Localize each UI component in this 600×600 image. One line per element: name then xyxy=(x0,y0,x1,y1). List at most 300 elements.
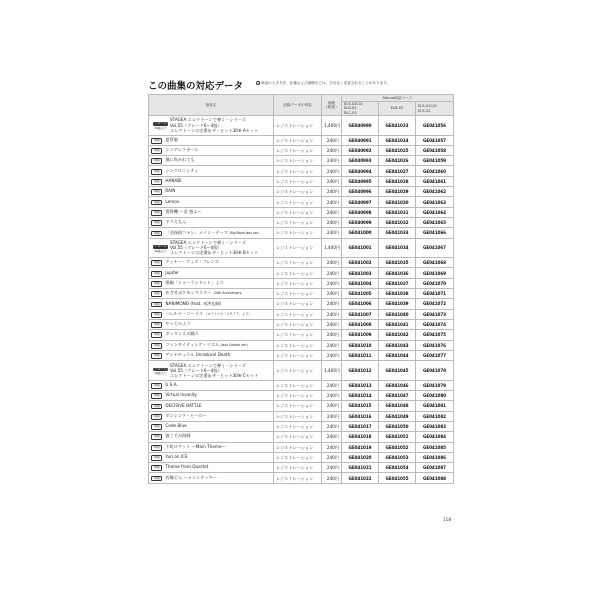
cell-price: 240円 xyxy=(322,135,342,145)
song-title: Virtual Insanity xyxy=(165,392,197,398)
cell-code-3: GE041065 xyxy=(416,217,454,227)
cell-code-1: GE041014 xyxy=(342,391,379,401)
cell-price: 240円 xyxy=(322,330,342,340)
song-title: シンデレラガール xyxy=(165,147,199,153)
header-product-code-group: Murna商品コード xyxy=(342,95,454,102)
cell-price: 240円 xyxy=(322,350,342,360)
cell-code-2: GE041041 xyxy=(379,319,416,329)
cell-content: レジストレーション xyxy=(274,473,322,483)
album-tag: アルバム 10曲入り xyxy=(154,243,167,253)
cell-price: 240円 xyxy=(322,166,342,176)
table-row xyxy=(149,432,454,442)
cell-code-1: GE041003 xyxy=(342,268,379,278)
cell-code-3: GE041084 xyxy=(416,432,454,442)
song-title: NANIMONO (feat. 米津玄師) xyxy=(165,300,222,306)
cell-code-1: GE041002 xyxy=(342,258,379,268)
cell-title xyxy=(149,452,274,462)
cell-price: 240円 xyxy=(322,319,342,329)
table-row xyxy=(149,401,454,411)
cell-price: 240円 xyxy=(322,442,342,452)
cell-code-2: GE041037 xyxy=(379,278,416,288)
cell-content: レジストレーション xyxy=(274,135,322,145)
cell-code-2: GE041034 xyxy=(379,238,416,258)
cell-code-1: GE040994 xyxy=(342,166,379,176)
table-row xyxy=(149,135,454,145)
single-tag: 単曲 xyxy=(151,271,162,277)
cell-code-3: GE041076 xyxy=(416,340,454,350)
cell-code-3: GE041087 xyxy=(416,463,454,473)
cell-price: 1,400円 xyxy=(322,116,342,136)
cell-code-2: GE041053 xyxy=(379,452,416,462)
cell-content: レジストレーション xyxy=(274,289,322,299)
song-title: ドラえもん xyxy=(165,219,187,225)
song-title: Lemon xyxy=(165,198,180,204)
single-tag: 単曲 xyxy=(151,260,162,266)
cell-code-3: GE041074 xyxy=(416,319,454,329)
cell-code-2: GE041055 xyxy=(379,473,416,483)
single-tag: 単曲 xyxy=(151,220,162,226)
song-subtitle: -20th Anniversary- xyxy=(212,291,243,296)
cell-code-3: GE041078 xyxy=(416,361,454,381)
album-tag: アルバム 10曲入り xyxy=(154,366,167,376)
song-subtitle: (Jazz Combo ver.) xyxy=(220,342,249,347)
cell-price: 240円 xyxy=(322,401,342,411)
table-row xyxy=(149,207,454,217)
cell-code-2: GE041046 xyxy=(379,380,416,390)
single-tag: 単曲 xyxy=(151,302,162,308)
song-title: めざせポケモンマスター xyxy=(165,290,212,296)
cell-code-1: GE041000 xyxy=(342,228,379,238)
cell-price: 240円 xyxy=(322,380,342,390)
table-row xyxy=(149,217,454,227)
single-tag: 単曲 xyxy=(151,332,162,338)
song-title: ファンタイティング・リズム xyxy=(165,341,219,347)
cell-code-3: GE041056 xyxy=(416,116,454,136)
single-tag: 単曲 xyxy=(151,291,162,297)
cell-code-3: GE041077 xyxy=(416,350,454,360)
cell-price: 240円 xyxy=(322,156,342,166)
cell-code-1: GE041009 xyxy=(342,330,379,340)
cell-code-1: GE040993 xyxy=(342,156,379,166)
single-tag: 単曲 xyxy=(151,312,162,318)
cell-price: 240円 xyxy=(322,309,342,319)
cell-title xyxy=(149,463,274,473)
cell-price: 240円 xyxy=(322,299,342,309)
table-row xyxy=(149,187,454,197)
single-tag: 単曲 xyxy=(151,158,162,164)
cell-price: 240円 xyxy=(322,340,342,350)
table-row xyxy=(149,166,454,176)
table-row xyxy=(149,268,454,278)
song-subtitle: （オラトリオ「メサイア」より） xyxy=(204,311,252,316)
cell-code-2: GE041033 xyxy=(379,228,416,238)
single-tag: 単曲 xyxy=(151,434,162,440)
cell-code-2: GE041036 xyxy=(379,268,416,278)
table-row xyxy=(149,145,454,155)
cell-code-3: GE041075 xyxy=(416,330,454,340)
song-title: RAIN xyxy=(165,188,176,194)
cell-code-1: GE040998 xyxy=(342,207,379,217)
table-row xyxy=(149,380,454,390)
table-row xyxy=(149,330,454,340)
cell-content: レジストレーション xyxy=(274,319,322,329)
cell-code-1: GE041004 xyxy=(342,278,379,288)
cell-code-2: GE041051 xyxy=(379,432,416,442)
header-price: 価格 （税抜） xyxy=(322,95,342,116)
cell-code-2: GE041044 xyxy=(379,350,416,360)
cell-content: レジストレーション xyxy=(274,217,322,227)
cell-code-3: GE041066 xyxy=(416,228,454,238)
cell-code-3: GE041069 xyxy=(416,268,454,278)
single-tag: 単曲 xyxy=(151,455,162,461)
cell-code-1: GE041012 xyxy=(342,361,379,381)
cell-code-2: GE041035 xyxy=(379,258,416,268)
cell-content: レジストレーション xyxy=(274,401,322,411)
cell-content: レジストレーション xyxy=(274,421,322,431)
cell-price: 240円 xyxy=(322,473,342,483)
cell-code-2: GE041050 xyxy=(379,421,416,431)
cell-code-1: GE041019 xyxy=(342,442,379,452)
cell-code-3: GE041083 xyxy=(416,421,454,431)
table-row xyxy=(149,411,454,421)
page-number: 118 xyxy=(443,517,451,522)
table-row xyxy=(149,319,454,329)
cell-code-3: GE041073 xyxy=(416,309,454,319)
cell-price: 240円 xyxy=(322,268,342,278)
cell-content: レジストレーション xyxy=(274,380,322,390)
cell-price: 240円 xyxy=(322,187,342,197)
cell-code-3: GE041060 xyxy=(416,166,454,176)
cell-price: 240円 xyxy=(322,197,342,207)
cell-content: レジストレーション xyxy=(274,299,322,309)
song-title: 夏祭風 xyxy=(165,136,178,142)
title-row xyxy=(148,78,458,92)
cell-price: 240円 xyxy=(322,452,342,462)
single-tag: 単曲 xyxy=(151,445,162,451)
single-tag: 単曲 xyxy=(151,231,162,237)
cell-price: 240円 xyxy=(322,463,342,473)
single-tag: 単曲 xyxy=(151,210,162,216)
cell-code-3: GE041059 xyxy=(416,156,454,166)
cell-price: 240円 xyxy=(322,258,342,268)
song-title: シンクロニシティ xyxy=(165,167,199,173)
single-tag: 単曲 xyxy=(151,189,162,195)
cell-code-1: GE041017 xyxy=(342,421,379,431)
cell-title xyxy=(149,421,274,431)
cell-code-1: GE041016 xyxy=(342,411,379,421)
cell-content: レジストレーション xyxy=(274,442,322,452)
cell-code-1: GE040992 xyxy=(342,145,379,155)
cell-title xyxy=(149,176,274,186)
table-row xyxy=(149,463,454,473)
table-row xyxy=(149,391,454,401)
table-row xyxy=(149,289,454,299)
cell-code-3: GE041072 xyxy=(416,299,454,309)
cell-code-1: GE041011 xyxy=(342,350,379,360)
cell-code-2: GE041024 xyxy=(379,135,416,145)
cell-code-1: GE041010 xyxy=(342,340,379,350)
cell-content: レジストレーション xyxy=(274,452,322,462)
page-title: この曲集の対応データ xyxy=(148,81,244,92)
cell-code-1: GE040999 xyxy=(342,217,379,227)
cell-title xyxy=(149,258,274,268)
single-tag: 単曲 xyxy=(151,465,162,471)
cell-title xyxy=(149,350,274,360)
cell-code-3: GE041080 xyxy=(416,391,454,401)
table-row xyxy=(149,452,454,462)
cell-title xyxy=(149,299,274,309)
cell-code-2: GE041052 xyxy=(379,442,416,452)
cell-title xyxy=(149,238,274,258)
cell-price: 240円 xyxy=(322,145,342,155)
song-title: ダンシング・ヒーロー xyxy=(165,412,207,418)
set-title: STAGEA エレクトーンで弾く・シリーズ Vol.55（グレード6〜4級） エレクトーンの定番＆ザ・ヒット30⑧ Aセット xyxy=(170,117,259,133)
table-row xyxy=(149,299,454,309)
cell-code-3: GE041067 xyxy=(416,238,454,258)
cell-content: レジストレーション xyxy=(274,145,322,155)
cell-title xyxy=(149,116,274,136)
cell-content: レジストレーション xyxy=(274,411,322,421)
table-row xyxy=(149,278,454,288)
single-tag: 単曲 xyxy=(151,393,162,399)
cell-title xyxy=(149,319,274,329)
cell-title xyxy=(149,135,274,145)
cell-code-2: GE041048 xyxy=(379,401,416,411)
song-title: 西郷どん 〜メインテーマ〜 xyxy=(165,474,217,480)
song-title: 貴将機 〜君 想ふ〜 xyxy=(165,208,202,214)
single-tag: 単曲 xyxy=(151,353,162,359)
cell-price: 240円 xyxy=(322,217,342,227)
set-title: STAGEA エレクトーンで弾く・シリーズ Vol.55（グレード6〜4級） エレクトーンの定番＆ザ・ヒット30⑧ Bセット xyxy=(170,240,259,256)
cell-title xyxy=(149,197,274,207)
single-tag: 単曲 xyxy=(151,414,162,420)
single-tag: 単曲 xyxy=(151,281,162,287)
cell-code-1: GE041008 xyxy=(342,319,379,329)
cell-price: 240円 xyxy=(322,421,342,431)
cell-title xyxy=(149,473,274,483)
cell-price: 1,400円 xyxy=(322,238,342,258)
cell-code-3: GE041082 xyxy=(416,411,454,421)
table-row xyxy=(149,309,454,319)
cell-price: 240円 xyxy=(322,289,342,299)
cell-title xyxy=(149,156,274,166)
cell-code-2: GE041031 xyxy=(379,207,416,217)
table-row-set xyxy=(149,238,454,258)
cell-code-3: GE041088 xyxy=(416,473,454,483)
single-tag: 単曲 xyxy=(151,476,162,482)
cell-title xyxy=(149,309,274,319)
song-title: ダッタン人の踊り xyxy=(165,331,199,337)
cell-code-2: GE041043 xyxy=(379,340,416,350)
table-row xyxy=(149,156,454,166)
cell-code-2: GE041045 xyxy=(379,361,416,381)
song-title: Jupiter xyxy=(165,269,180,275)
cell-title xyxy=(149,145,274,155)
header-title: 商品名 xyxy=(149,95,274,116)
song-title: ディナー・ウィズ・フレンズ xyxy=(165,259,219,265)
single-tag: 単曲 xyxy=(151,343,162,349)
song-title: 下町ロケット 〜Main Theme〜 xyxy=(165,443,226,449)
cell-title xyxy=(149,278,274,288)
cell-content: レジストレーション xyxy=(274,207,322,217)
cell-content: レジストレーション xyxy=(274,432,322,442)
cell-title xyxy=(149,361,274,381)
cell-code-2: GE041042 xyxy=(379,330,416,340)
cell-code-2: GE041047 xyxy=(379,391,416,401)
cell-code-2: GE041054 xyxy=(379,463,416,473)
cell-code-3: GE041063 xyxy=(416,197,454,207)
table-row-set xyxy=(149,361,454,381)
cell-title xyxy=(149,340,274,350)
single-tag: 単曲 xyxy=(151,200,162,206)
cell-code-3: GE041062 xyxy=(416,187,454,197)
cell-code-1: GE041001 xyxy=(342,238,379,258)
single-tag: 単曲 xyxy=(151,138,162,144)
cell-price: 240円 xyxy=(322,391,342,401)
cell-code-1: GE041005 xyxy=(342,289,379,299)
cell-code-2: GE041028 xyxy=(379,176,416,186)
table-row-set xyxy=(149,116,454,136)
cell-code-2: GE041039 xyxy=(379,299,416,309)
cell-code-2: GE041049 xyxy=(379,411,416,421)
cell-title xyxy=(149,411,274,421)
song-title: 彼こそが海賊 xyxy=(165,433,191,439)
table-row xyxy=(149,197,454,207)
cell-title xyxy=(149,166,274,176)
song-title: U.S.A. xyxy=(165,381,178,387)
cell-title xyxy=(149,432,274,442)
cell-content: レジストレーション xyxy=(274,278,322,288)
cell-code-3: GE041086 xyxy=(416,452,454,462)
cell-content: レジストレーション xyxy=(274,238,322,258)
cell-content: レジストレーション xyxy=(274,156,322,166)
table-row xyxy=(149,350,454,360)
cell-price: 240円 xyxy=(322,432,342,442)
single-tag: 単曲 xyxy=(151,383,162,389)
cell-content: レジストレーション xyxy=(274,463,322,473)
cell-content: レジストレーション xyxy=(274,330,322,340)
table-row xyxy=(149,228,454,238)
cell-code-3: GE041071 xyxy=(416,289,454,299)
cell-code-2: GE041023 xyxy=(379,116,416,136)
cell-content: レジストレーション xyxy=(274,176,322,186)
cell-code-3: GE041057 xyxy=(416,135,454,145)
cell-content: レジストレーション xyxy=(274,228,322,238)
song-title: 歌劇「トゥーランドット」より xyxy=(165,280,224,285)
cell-price: 240円 xyxy=(322,207,342,217)
cell-code-2: GE041025 xyxy=(379,145,416,155)
table-row xyxy=(149,421,454,431)
cell-title xyxy=(149,380,274,390)
single-tag: 単曲 xyxy=(151,148,162,154)
song-title: アンナチュラル Unnatural Death xyxy=(165,352,231,358)
cell-price: 240円 xyxy=(322,228,342,238)
cell-title xyxy=(149,217,274,227)
song-title: HANABI xyxy=(165,178,182,184)
cell-content: レジストレーション xyxy=(274,258,322,268)
song-title: 風に吹かれても xyxy=(165,157,195,163)
cell-code-3: GE041061 xyxy=(416,176,454,186)
song-title: ハレルヤ・コーラス xyxy=(165,310,203,316)
single-tag: 単曲 xyxy=(151,404,162,410)
cell-title xyxy=(149,207,274,217)
cell-content: レジストレーション xyxy=(274,166,322,176)
cell-content: レジストレーション xyxy=(274,197,322,207)
header-content: 収録データの内容 xyxy=(274,95,322,116)
info-icon: ❶ xyxy=(256,81,260,85)
cell-content: レジストレーション xyxy=(274,391,322,401)
header-col-3: ELS-01C/X ELS-01 xyxy=(416,102,454,116)
table-body xyxy=(149,116,454,484)
cell-code-2: GE041038 xyxy=(379,289,416,299)
cell-code-1: GE040995 xyxy=(342,176,379,186)
cell-code-1: GE040997 xyxy=(342,197,379,207)
song-title: Yuri on ICE xyxy=(165,454,188,460)
notice-text: 商品の入手方法、仕様および価格などは、予告なく変更されることがあります。 xyxy=(261,81,391,85)
cell-code-1: GE040991 xyxy=(342,135,379,145)
cell-code-3: GE041079 xyxy=(416,380,454,390)
cell-code-1: GE041022 xyxy=(342,473,379,483)
cell-title xyxy=(149,187,274,197)
cell-content: レジストレーション xyxy=(274,309,322,319)
cell-code-2: GE041030 xyxy=(379,197,416,207)
set-title: STAGEA エレクトーンで弾く・シリーズ Vol.55（グレード6〜4級） エレクトーンの定番＆ザ・ヒット30⑧ Cセット xyxy=(170,362,259,379)
cell-code-2: GE041032 xyxy=(379,217,416,227)
cell-code-3: GE041070 xyxy=(416,278,454,288)
cell-title xyxy=(149,442,274,452)
song-title: DECISIVE BATTLE xyxy=(165,402,202,408)
cell-code-2: GE041026 xyxy=(379,156,416,166)
cell-content: レジストレーション xyxy=(274,350,322,360)
cell-content: レジストレーション xyxy=(274,187,322,197)
cell-price: 1,400円 xyxy=(322,361,342,381)
single-tag: 単曲 xyxy=(151,322,162,328)
cell-content: レジストレーション xyxy=(274,116,322,136)
header-col-1: ELS-02C/X ELB-02 ELC-02 xyxy=(342,102,379,116)
cell-title xyxy=(149,289,274,299)
cell-code-3: GE041081 xyxy=(416,401,454,411)
cell-code-1: GE041007 xyxy=(342,309,379,319)
cell-code-1: GE040990 xyxy=(342,116,379,136)
cell-code-3: GE041068 xyxy=(416,258,454,268)
song-title: Theme from Quartet xyxy=(165,464,209,470)
cell-code-2: GE041027 xyxy=(379,166,416,176)
album-tag: アルバム 10曲入り xyxy=(154,121,167,131)
single-tag: 単曲 xyxy=(151,169,162,175)
song-title: Code Blue xyxy=(165,423,187,429)
cell-code-1: GE041018 xyxy=(342,432,379,442)
notice xyxy=(256,81,390,86)
single-tag: 単曲 xyxy=(151,424,162,430)
product-code-table xyxy=(148,94,454,484)
cell-title xyxy=(149,401,274,411)
table-row xyxy=(149,340,454,350)
cell-code-2: GE041040 xyxy=(379,309,416,319)
cell-content: レジストレーション xyxy=(274,361,322,381)
cell-code-1: GE041006 xyxy=(342,299,379,309)
header-col-2: ELB-02 xyxy=(379,102,416,116)
cell-code-1: GE041020 xyxy=(342,452,379,462)
cell-title xyxy=(149,391,274,401)
cell-code-2: GE041029 xyxy=(379,187,416,197)
table-row xyxy=(149,176,454,186)
cell-price: 240円 xyxy=(322,278,342,288)
cell-code-1: GE041013 xyxy=(342,380,379,390)
cell-code-3: GE041064 xyxy=(416,207,454,217)
cell-code-1: GE041021 xyxy=(342,463,379,473)
cell-code-3: GE041085 xyxy=(416,442,454,452)
table-row xyxy=(149,442,454,452)
